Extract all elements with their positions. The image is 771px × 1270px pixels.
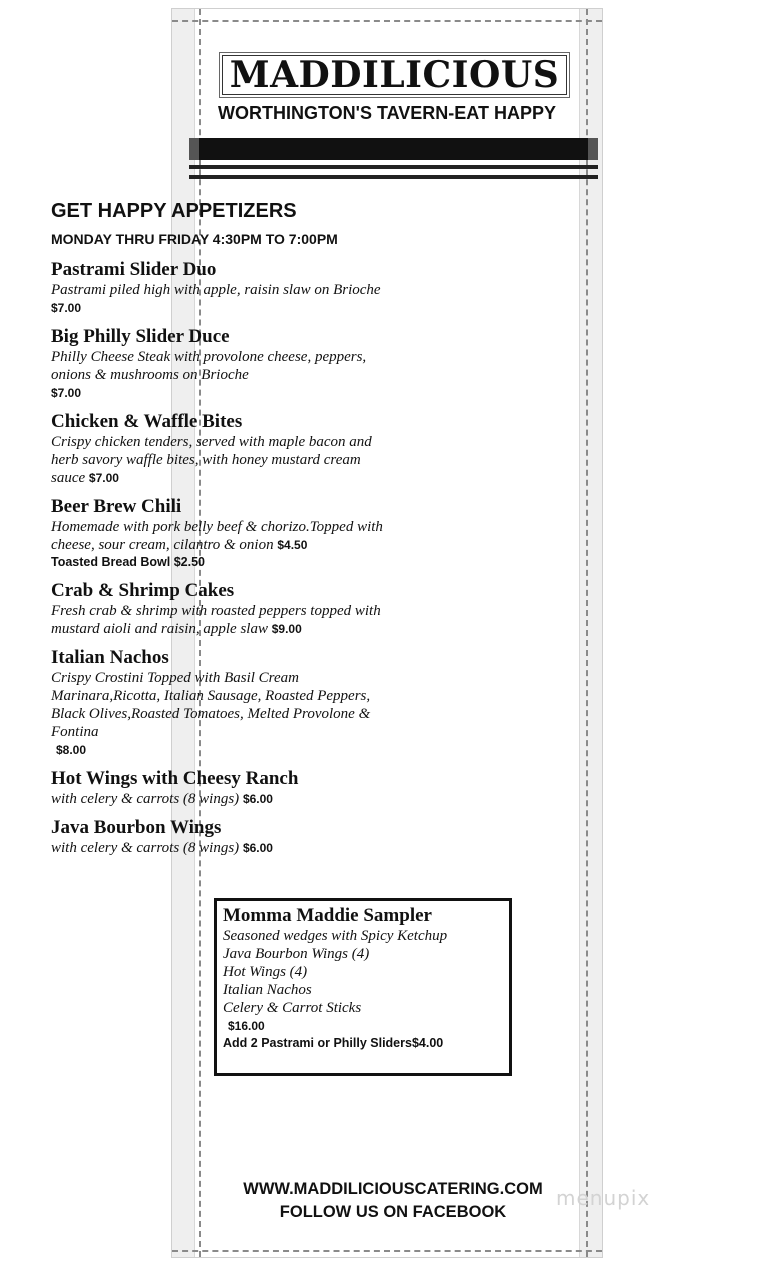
item-name: Chicken & Waffle Bites xyxy=(51,411,243,432)
sampler-line: Hot Wings (4) xyxy=(223,964,308,980)
facebook-follow: FOLLOW US ON FACEBOOK xyxy=(279,1203,507,1221)
header-divider-thin-2 xyxy=(189,175,598,179)
item-price: $8.00 xyxy=(56,743,87,757)
sampler-line: Italian Nachos xyxy=(223,982,312,998)
item-description: Philly Cheese Steak with provolone cheese, peppers, onions & mushrooms on Brioche $7.00 xyxy=(51,349,367,400)
item-name: Crab & Shrimp Cakes xyxy=(51,580,235,601)
menu-item xyxy=(51,496,396,571)
sampler-name: Momma Maddie Sampler xyxy=(223,905,432,926)
tagline: WORTHINGTON'S TAVERN-EAT HAPPY xyxy=(218,103,556,123)
watermark-logo: menupix xyxy=(556,1186,651,1210)
item-description: Homemade with pork belly beef & chorizo.Topped with cheese, sour cream, cilantro & onion $4.50 xyxy=(51,519,383,553)
sampler-addon: Add 2 Pastrami or Philly Sliders$4.00 xyxy=(223,1036,444,1050)
item-description: Crispy chicken tenders, served with maple bacon and herb savory waffle bites, with honey mustard cream sauce $7.00 xyxy=(51,434,372,486)
menu-content xyxy=(51,200,396,866)
item-price: $9.00 xyxy=(271,622,302,636)
menu-item xyxy=(51,411,396,487)
item-name: Big Philly Slider Duce xyxy=(51,326,230,347)
sampler-line: Java Bourbon Wings (4) xyxy=(223,946,370,962)
item-price: $7.00 xyxy=(88,471,119,485)
item-price: $6.00 xyxy=(242,841,273,855)
sampler-box xyxy=(214,898,512,1076)
menu-item xyxy=(51,647,396,759)
menu-item xyxy=(51,817,396,857)
section-title: GET HAPPY APPETIZERS xyxy=(51,200,297,222)
item-name: Hot Wings with Cheesy Ranch xyxy=(51,768,299,789)
menu-item xyxy=(51,768,396,808)
item-addon: Toasted Bread Bowl $2.50 xyxy=(51,555,205,569)
section-hours: MONDAY THRU FRIDAY 4:30PM TO 7:00PM xyxy=(51,231,338,247)
top-dashed-line xyxy=(172,20,602,22)
item-price: $7.00 xyxy=(51,301,82,315)
item-description: Pastrami piled high with apple, raisin slaw on Brioche $7.00 xyxy=(51,282,381,315)
item-name: Java Bourbon Wings xyxy=(51,817,222,838)
sampler-line: Celery & Carrot Sticks xyxy=(223,1000,362,1016)
brand-logo: MADDILICIOUS xyxy=(222,55,567,95)
item-name: Beer Brew Chili xyxy=(51,496,182,517)
sampler-line: Seasoned wedges with Spicy Ketchup xyxy=(223,928,448,944)
item-description: Fresh crab & shrimp with roasted peppers topped with mustard aioli and raisin, apple slaw $9.00 xyxy=(51,603,381,637)
bottom-dashed-line xyxy=(172,1250,602,1252)
header-divider-thin-1 xyxy=(189,165,598,169)
header-divider-bar xyxy=(189,138,598,160)
item-price: $6.00 xyxy=(242,792,273,806)
item-name: Italian Nachos xyxy=(51,647,169,668)
website-link[interactable]: WWW.MADDILICIOUSCATERING.COM xyxy=(243,1180,543,1198)
sampler-price: $16.00 xyxy=(228,1019,265,1033)
item-price: $4.50 xyxy=(277,538,308,552)
item-description: Crispy Crostini Topped with Basil Cream Marinara,Ricotta, Italian Sausage, Roasted Peppers, Black Olives,Roasted Tomatoes, Melted Provolone & Fontina xyxy=(51,670,371,740)
right-border-strip xyxy=(579,9,602,1257)
item-description: with celery & carrots (8 wings) $6.00 xyxy=(51,791,273,807)
menu-item xyxy=(51,259,396,317)
item-price: $7.00 xyxy=(51,386,82,400)
item-name: Pastrami Slider Duo xyxy=(51,259,217,280)
item-description: with celery & carrots (8 wings) $6.00 xyxy=(51,840,273,856)
menu-item xyxy=(51,326,396,402)
footer xyxy=(171,1178,615,1224)
right-dashed-line xyxy=(586,9,588,1257)
menu-item xyxy=(51,580,396,638)
